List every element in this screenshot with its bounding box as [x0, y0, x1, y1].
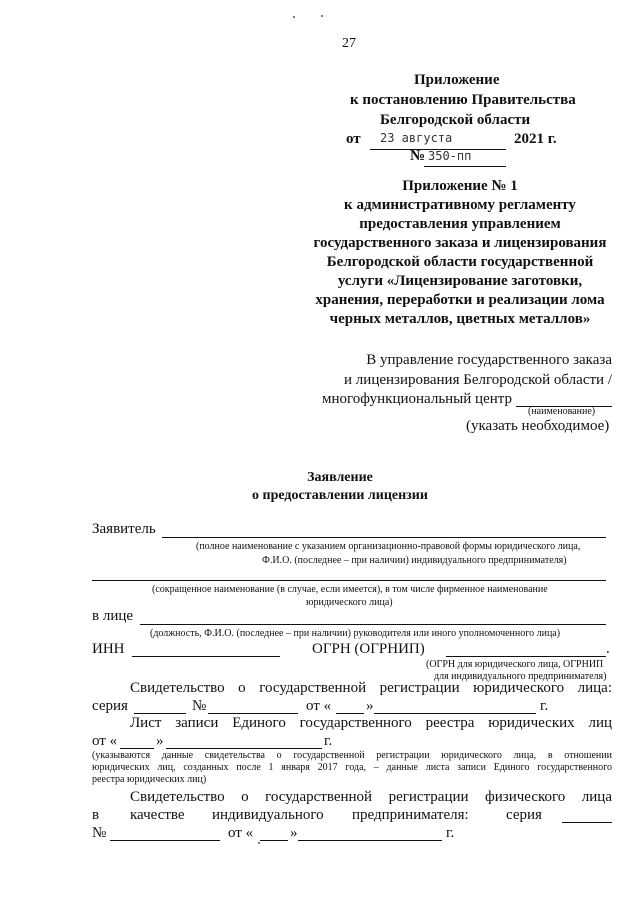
addressee-line2: и лицензирования Белгородской области / [344, 372, 612, 388]
header-resolution: к постановлению Правительства [350, 92, 576, 108]
egrul-day-field[interactable] [120, 748, 154, 749]
cert-ip-word: в [92, 807, 100, 823]
addressee-line1: В управление государственного заказа [366, 352, 612, 368]
egrul-note: (указываются данные свидетельства о государственной регистрации юридического лица, в отношении [92, 750, 612, 761]
cert-ip-series-field[interactable] [562, 822, 612, 823]
cert-series-field[interactable] [134, 713, 186, 714]
addressee-name-hint: (наименование) [528, 406, 596, 417]
addressee-line3: многофункциональный центр [322, 391, 512, 407]
ogrn-label: ОГРН (ОГРНИП) [312, 641, 425, 657]
cert-ip-series-label: серия [506, 807, 542, 823]
header-date-value: 23 августа [380, 131, 453, 145]
cert-month-year-field[interactable] [374, 713, 536, 714]
ogrn-hint: (ОГРН для юридического лица, ОГРНИП [426, 659, 604, 670]
egrul-line: Лист записи Единого государственного реестра юридических лиц [130, 715, 612, 731]
scan-speck [258, 842, 260, 844]
cert-ip-date-open: от « [228, 825, 254, 841]
applicant-full-name-field[interactable] [162, 537, 606, 538]
number-sign: № [192, 698, 207, 714]
cert-ip-word: предпринимателя: [352, 807, 469, 823]
series-label: серия [92, 698, 128, 714]
header-date-prefix: от [346, 131, 361, 147]
cert-number-field[interactable] [208, 713, 298, 714]
addressee-note: (указать необходимое) [466, 418, 610, 434]
applicant-label: Заявитель [92, 521, 156, 537]
date-open-label: от « [306, 698, 332, 714]
represented-by-field[interactable] [140, 624, 606, 625]
scan-speck [321, 15, 323, 17]
ogrn-field[interactable] [446, 656, 606, 657]
header-region: Белгородской области [380, 112, 531, 128]
appendix-line: Приложение № 1 [402, 178, 518, 194]
cert-ip-number-field[interactable] [110, 840, 220, 841]
header-number-prefix: № [410, 148, 426, 164]
cert-ip-year-suffix: г. [446, 825, 455, 841]
header-number-value: 350-пп [428, 149, 472, 163]
header-number-underline [424, 166, 506, 167]
inn-label: ИНН [92, 641, 125, 657]
inn-field[interactable] [132, 656, 280, 657]
appendix-line: услуги «Лицензирование заготовки, [337, 273, 583, 289]
appendix-line: государственного заказа и лицензирования [313, 235, 607, 251]
represented-hint: (должность, Ф.И.О. (последнее – при наличии) руководителя или иного уполномоченного лица) [150, 628, 561, 639]
header-title: Приложение [414, 72, 500, 88]
egrul-year-suffix: г. [324, 733, 333, 749]
page-number: 27 [342, 36, 356, 51]
appendix-line: хранения, переработки и реализации лома [315, 292, 605, 308]
cert-day-field[interactable] [336, 713, 364, 714]
year-suffix: г. [540, 698, 549, 714]
document-title: Заявление [307, 470, 373, 485]
ogrn-hint: для индивидуального предпринимателя) [434, 671, 607, 682]
egrul-note: юридических лиц, созданных после 1 января 2017 года, – данные листа записи Единого государственного [92, 762, 612, 773]
egrul-month-year-field[interactable] [166, 748, 322, 749]
appendix-line: Белгородской области государственной [326, 254, 594, 270]
applicant-hint: Ф.И.О. (последнее – при наличии) индивидуального предпринимателя) [262, 555, 567, 566]
appendix-line: предоставления управлением [359, 216, 561, 232]
document-subtitle: о предоставлении лицензии [252, 488, 428, 503]
cert-ip-word: индивидуального [212, 807, 324, 823]
date-close-quote: » [366, 698, 374, 714]
short-name-field[interactable] [92, 580, 606, 581]
short-name-hint: (сокращенное наименование (в случае, если имеется), в том числе фирменное наименование [152, 584, 548, 595]
cert-ip-close-quote: » [290, 825, 298, 841]
cert-ip-line: Свидетельство о государственной регистрации физического лица [130, 789, 612, 805]
cert-legal-line: Свидетельство о государственной регистрации юридического лица: [130, 680, 612, 696]
appendix-line: черных металлов, цветных металлов» [329, 311, 591, 327]
applicant-hint: (полное наименование с указанием организационно-правовой формы юридического лица, [196, 541, 581, 552]
cert-ip-number-sign: № [92, 825, 107, 841]
represented-label: в лице [92, 608, 134, 624]
cert-ip-word: качестве [130, 807, 185, 823]
cert-ip-day-field[interactable] [260, 840, 288, 841]
appendix-line: к административному регламенту [344, 197, 576, 213]
short-name-hint: юридического лица) [306, 597, 393, 608]
cert-ip-month-year-field[interactable] [298, 840, 442, 841]
egrul-close-quote: » [156, 733, 164, 749]
scan-speck [293, 16, 295, 18]
egrul-note: реестра юридических лиц) [92, 774, 207, 785]
egrul-date-open: от « [92, 733, 118, 749]
header-date-suffix: 2021 г. [514, 131, 557, 147]
